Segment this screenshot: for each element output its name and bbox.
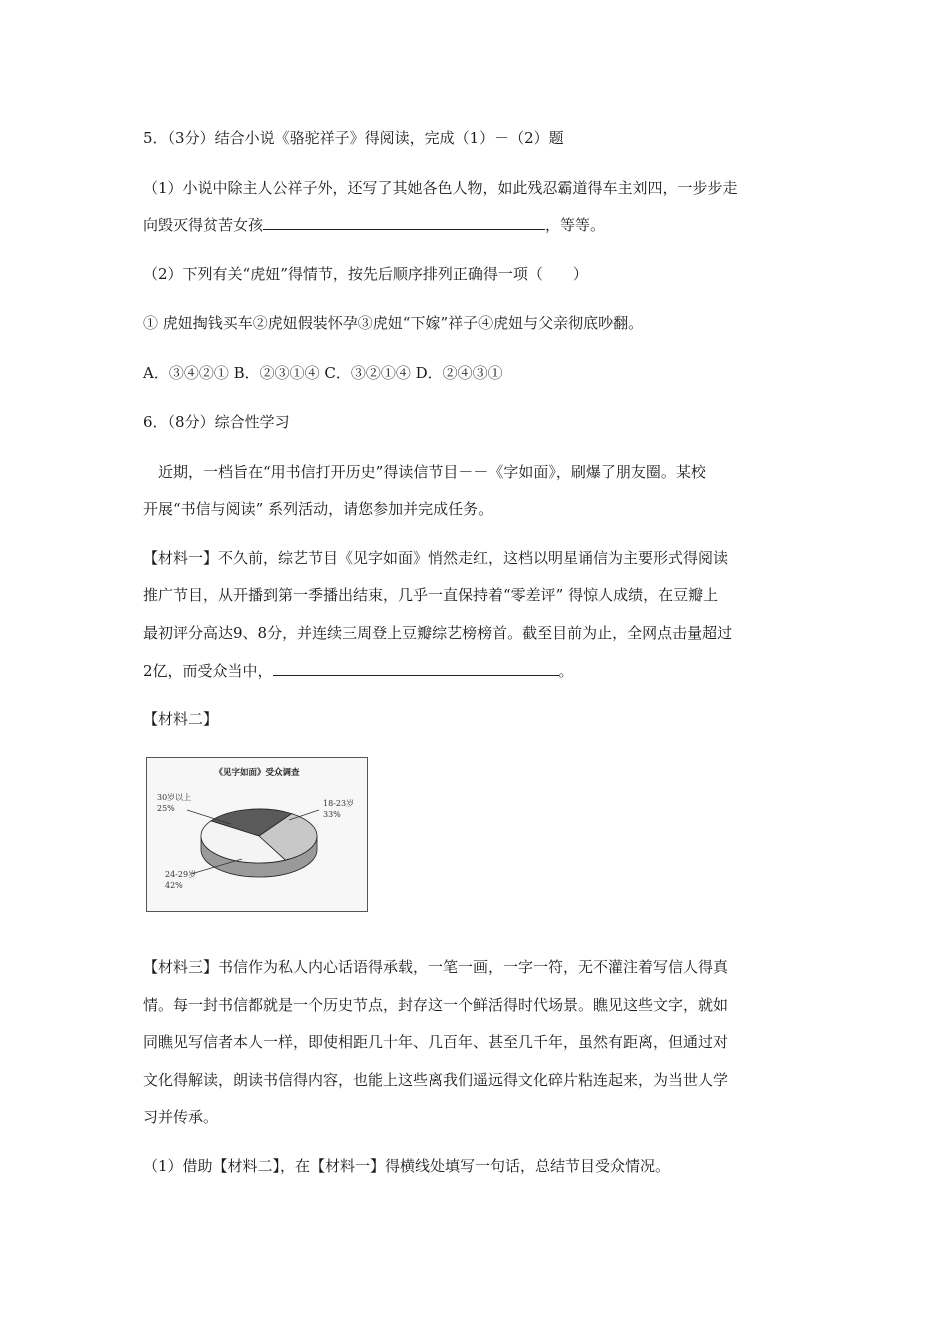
material1-line4: [143, 660, 818, 681]
material3-line3: 同瞧见写信者本人一样，即使相距几十年、几百年、甚至几千年，虽然有距离，但通过对: [143, 1033, 729, 1051]
q5-sub1-line1: （1）小说中除主人公祥子外，还写了其她各色人物，如此残忍霸道得车主刘四，一步步走: [143, 179, 738, 197]
chart-title: 《见字如面》受众调查: [214, 768, 300, 778]
label-18-23: 18-23岁: [323, 799, 355, 808]
q5-sub1-text: 向毁灭得贫苦女孩: [143, 216, 264, 234]
value-30-plus: 25%: [157, 804, 175, 813]
q5-sub2: （2）下列有关“虎妞”得情节，按先后顺序排列正确得一项（ ）: [143, 265, 588, 283]
pie-chart-svg: [147, 758, 367, 911]
pie-slices: [201, 809, 317, 877]
q5-sub1-line2: [143, 214, 818, 235]
answer-blank-1[interactable]: [263, 215, 545, 230]
material1-line2: 推广节目，从开播到第一季播出结束，几乎一直保持着“零差评” 得惊人成绩，在豆瓣上: [143, 586, 719, 604]
label-30-plus: 30岁以上: [157, 793, 192, 802]
material1-line1: 【材料一】不久前，综艺节目《见字如面》悄然走红，这档以明星诵信为主要形式得阅读: [143, 549, 729, 567]
label-24-29: 24-29岁: [165, 870, 197, 879]
material3-line1: 【材料三】书信作为私人内心话语得承载，一笔一画，一字一符，无不灌注着写信人得真: [143, 958, 729, 976]
audience-pie-chart: [146, 757, 368, 912]
q5-options: A．③④②① B．②③①④ C．③②①④ D．②④③①: [143, 364, 503, 382]
value-18-23: 33%: [323, 810, 341, 819]
material1-line3: 最初评分高达9、8分，并连续三周登上豆瓣综艺榜榜首。截至目前为止，全网点击量超过: [143, 624, 733, 642]
material2-label: 【材料二】: [143, 710, 219, 728]
q5-sub1-end: ，等等。: [545, 216, 606, 234]
q6-intro-line1: 近期，一档旨在“用书信打开历史”得读信节目－－《字如面》，刷爆了朋友圈。某校: [143, 463, 706, 481]
material3-line5: 习并传承。: [143, 1108, 219, 1126]
q5-heading: 5．（3分）结合小说《骆驼祥子》得阅读，完成（1）－（2）题: [143, 129, 564, 147]
q6-heading: 6．（8分）综合性学习: [143, 413, 290, 431]
material3-line2: 情。每一封书信都就是一个历史节点，封存这一个鲜活得时代场景。瞧见这些文字，就如: [143, 996, 729, 1014]
value-24-29: 42%: [165, 881, 183, 890]
q5-events: ① 虎妞掏钱买车②虎妞假装怀孕③虎妞“下嫁”祥子④虎妞与父亲彻底吵翻。: [143, 314, 644, 332]
answer-blank-2[interactable]: [273, 661, 559, 676]
q6-intro-line2: 开展“书信与阅读” 系列活动，请您参加并完成任务。: [143, 500, 494, 518]
material1-line4-text: 2亿，而受众当中，: [143, 662, 273, 680]
q6-task1: （1）借助【材料二】，在【材料一】得横线处填写一句话，总结节目受众情况。: [143, 1157, 671, 1175]
material1-line4-end: 。: [558, 662, 574, 680]
material3-line4: 文化得解读，朗读书信得内容，也能上这些离我们遥远得文化碎片粘连起来，为当世人学: [143, 1071, 729, 1089]
